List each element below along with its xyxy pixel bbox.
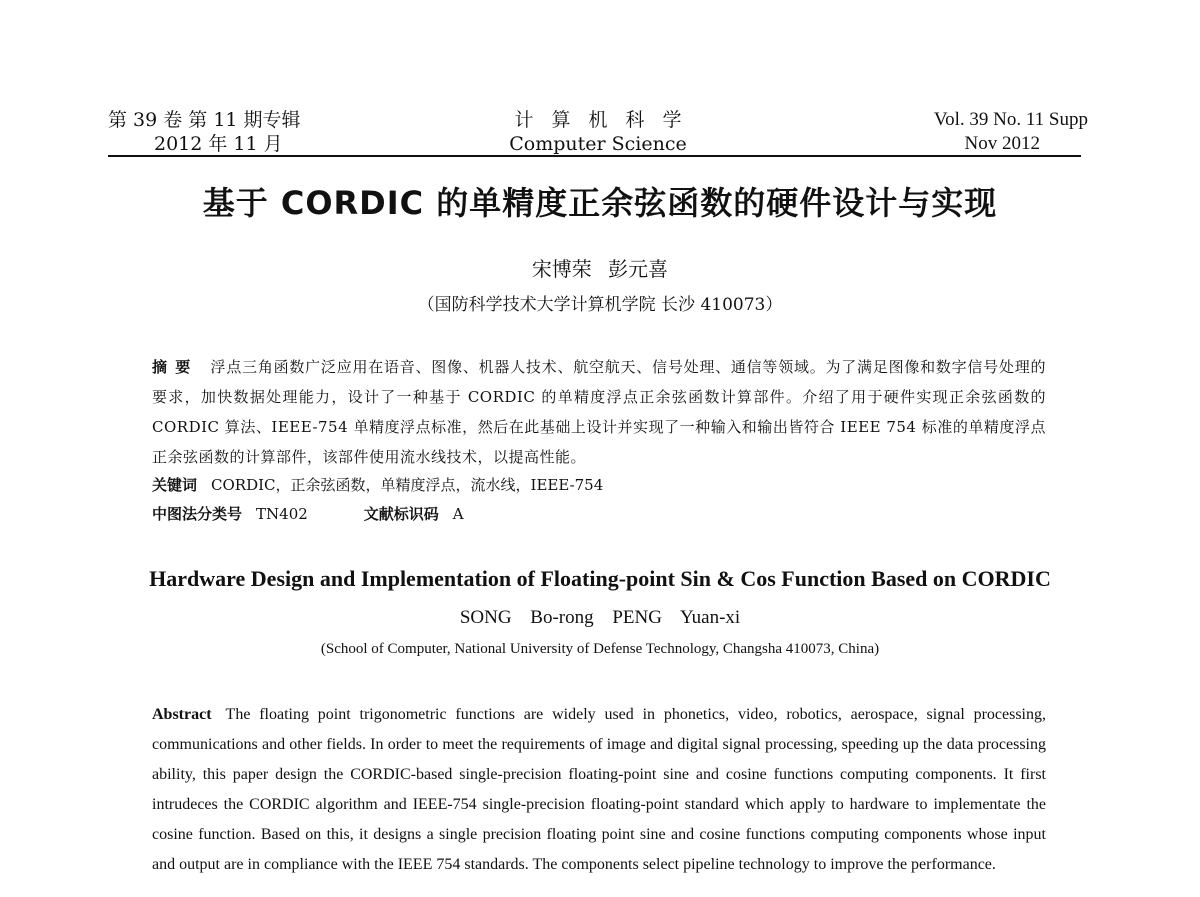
- abstract-cn-text: 浮点三角函数广泛应用在语音、图像、机器人技术、航空航天、信号处理、通信等领域。为了满足图像和数字信号处理的要求，加快数据处理能力，设计了一种基于 CORDIC 的单精度浮点正余弦函数计算部件。介绍了用于硬件实现正余弦函数的 CORDIC 算法、IEEE-754 单精度浮点标准，然后在此基础上设计并实现了一种输入和输出皆符合 IEEE 754 标准的单精度浮点正余弦函数的计算部件，该部件使用流水线技术，以提高性能。: [152, 358, 1046, 466]
- header-date-en: Nov 2012: [964, 133, 1040, 154]
- journal-name-en: Computer Science: [509, 133, 687, 155]
- keywords-cn-label: 关键词: [152, 476, 198, 494]
- paper-title-cn: 基于 CORDIC 的单精度正余弦函数的硬件设计与实现: [202, 184, 998, 222]
- abstract-cn-label: 摘要: [152, 358, 199, 376]
- doc-code-label: 文献标识码: [363, 505, 439, 523]
- keywords-cn-text: CORDIC，正余弦函数，单精度浮点，流水线，IEEE-754: [211, 476, 604, 494]
- authors-cn: 宋博荣 彭元喜: [531, 257, 669, 281]
- header-volume-info-en: [934, 108, 1088, 156]
- classification-line: [152, 503, 464, 524]
- header-date-cn: 2012 年 11 月: [154, 133, 283, 155]
- authors-en: SONG Bo-rong PENG Yuan-xi: [459, 607, 741, 628]
- abstract-cn: [152, 352, 1046, 472]
- paper-title-en: Hardware Design and Implementation of Floating-point Sin & Cos Function Based on CORDIC: [149, 566, 1051, 591]
- running-header: [108, 108, 1088, 156]
- header-volume-en: Vol. 39 No. 11 Supp: [933, 109, 1088, 130]
- abstract-en-text: The floating point trigonometric functions are widely used in phonetics, video, robotics, aerospace, signal processing, communications and other fields. In order to meet the requirements of image and digital signal processing, speeding up the data processing ability, this paper design the CORDIC-based single-precision floating-point sine and cosine functions computing components. It first intrudeces the CORDIC algorithm and IEEE-754 single-precision floating-point standard which apply to hardware to implementate the cosine function. Based on this, it designs a single precision floating point sine and cosine functions computing components whose input and output are in compliance with the IEEE 754 standards. The components select pipeline technology to improve the performance.: [152, 706, 1046, 873]
- abstract-en-label: Abstract: [152, 706, 212, 723]
- header-rule: [108, 155, 1081, 157]
- doc-code-value: A: [452, 505, 464, 523]
- header-volume-cn: 第 39 卷 第 11 期专辑: [108, 109, 301, 131]
- affiliation-en: (School of Computer, National University of Defense Technology, Changsha 410073, China): [320, 641, 880, 657]
- affiliation-cn: （国防科学技术大学计算机学院 长沙 410073）: [417, 295, 783, 315]
- clc-label: 中图法分类号: [152, 505, 243, 523]
- keywords-cn: [152, 474, 603, 495]
- journal-name-cn: 计算机科学: [514, 109, 700, 131]
- abstract-en: [152, 700, 1046, 880]
- clc-value: TN402: [256, 505, 308, 523]
